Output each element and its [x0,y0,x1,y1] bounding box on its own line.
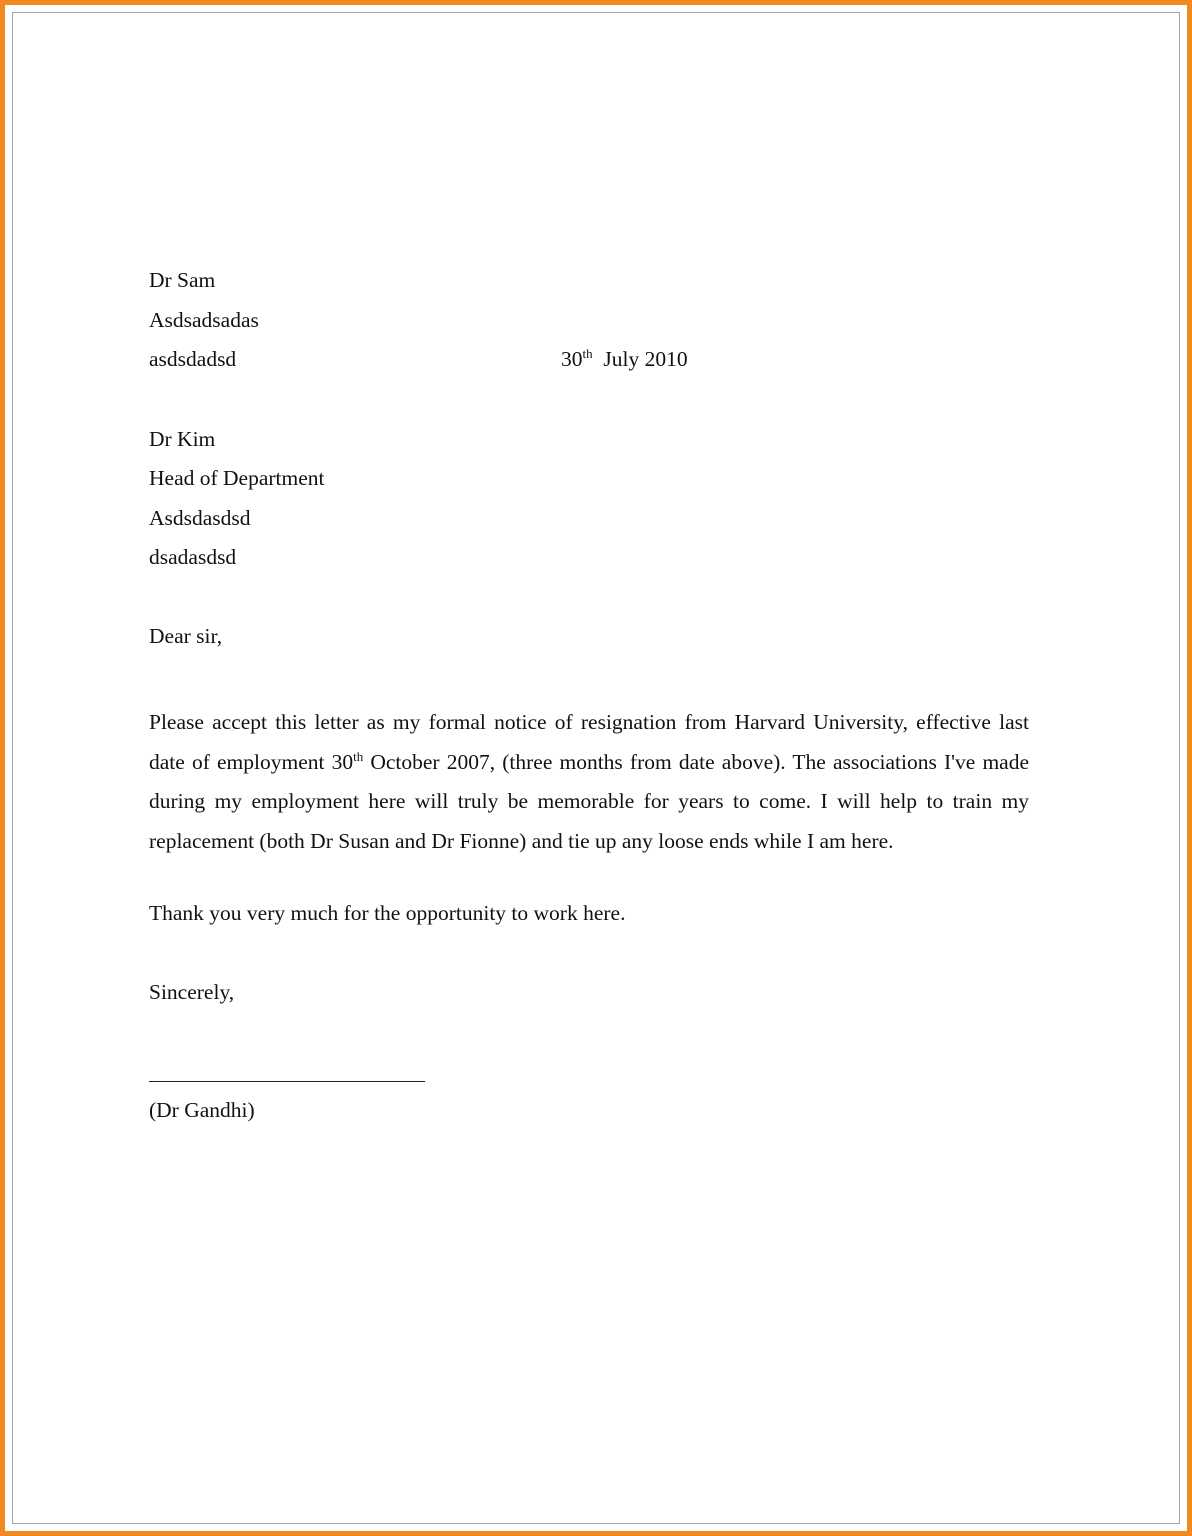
date-day-suffix: th [582,346,593,361]
salutation: Dear sir, [149,624,223,648]
recipient-name: Dr Kim [149,427,216,451]
signature-line [149,1081,425,1082]
signature-name: (Dr Gandhi) [149,1098,255,1122]
thanks-line: Thank you very much for the opportunity to work here. [149,901,626,925]
sender-address-line1: Asdsadsadas [149,308,259,332]
sender-address-line2: asdsdadsd [149,347,237,371]
body-text-part1: Please accept this letter as my formal notice of resignation from Harvard University, effective last date of employment 30 [149,710,1029,774]
body-paragraph [149,703,1029,861]
date-day: 30 [561,347,583,371]
body-text-part2: October 2007, (three months from date above). The associations I've made during my employment here will truly be memorable for years to come. I will help to train my replacement (both Dr Susan and Dr Fionne) and tie up any loose ends while I am here. [149,749,1029,853]
recipient-title: Head of Department [149,466,325,490]
letter-date [561,346,688,371]
recipient-address-line1: Asdsdasdsd [149,506,251,530]
closing: Sincerely, [149,980,235,1004]
recipient-address-line2: dsadasdsd [149,545,237,569]
date-month-year: July 2010 [603,347,688,371]
body-date-suffix: th [353,748,364,764]
sender-name: Dr Sam [149,268,216,292]
